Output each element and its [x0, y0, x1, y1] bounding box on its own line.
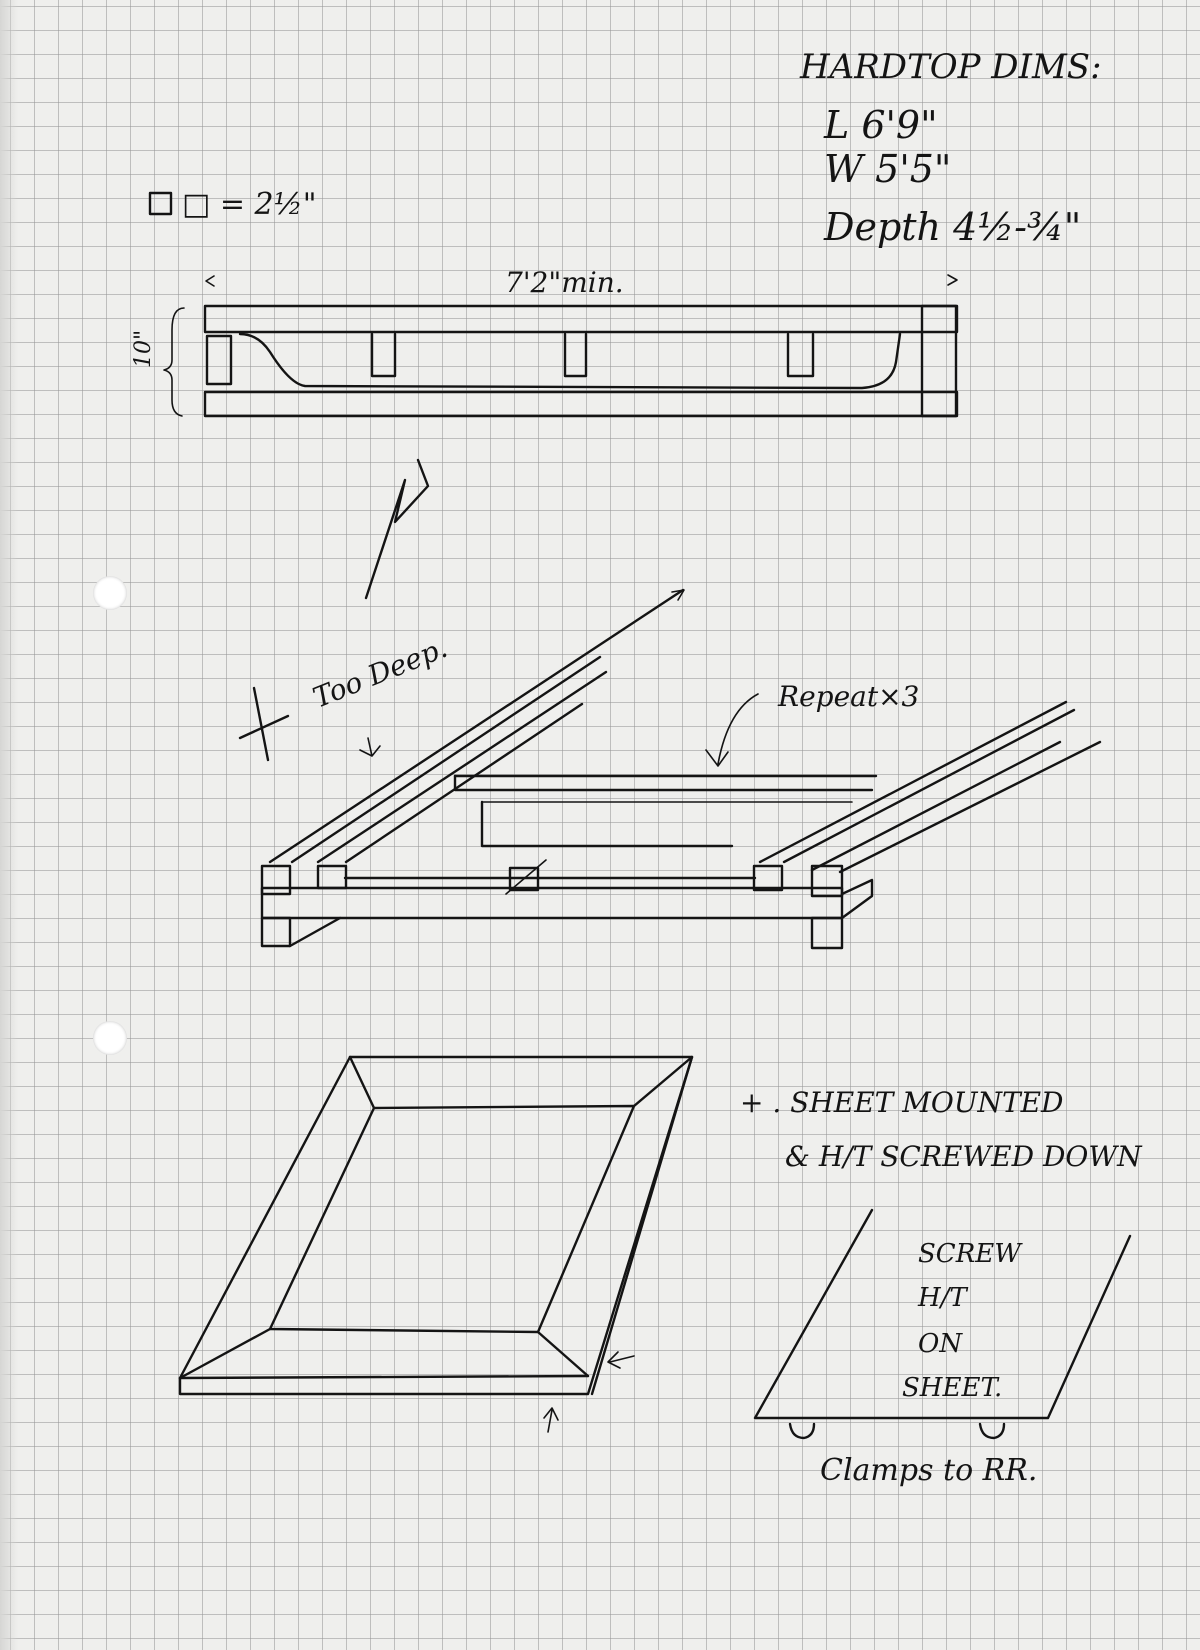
clamp-left [790, 1424, 814, 1438]
left-end-block [207, 336, 231, 384]
too-deep-arrow [360, 738, 380, 756]
screwed-down-note: & H/T SCREWED DOWN [785, 1140, 1142, 1173]
mitre-front-right [538, 1332, 588, 1376]
notes-length: L 6'9" [824, 103, 938, 147]
hardtop-frame-perspective [180, 1057, 692, 1432]
squiggle-arrow [366, 460, 428, 598]
sheet-mounting-notes [740, 1086, 1143, 1173]
cross-member-back-side [482, 802, 732, 846]
repeat-label: Repeat×3 [778, 680, 920, 713]
notes-width: W 5'5" [824, 147, 952, 191]
hardtop-dims-notes [799, 47, 1102, 249]
block-left-bottom [262, 918, 290, 946]
screw-note-line-4: SHEET. [902, 1373, 1003, 1403]
notch-1 [372, 334, 395, 376]
hardtop-right-thickness [592, 1057, 692, 1394]
hardtop-inner-opening [270, 1106, 634, 1332]
delta-mark [240, 688, 288, 760]
left-rail-line-4 [346, 704, 582, 862]
block-left-top [262, 866, 290, 894]
repeat-arrow [706, 694, 758, 766]
grid-scale-key [150, 187, 317, 222]
block-left-inner [318, 866, 346, 888]
clamp-right [980, 1424, 1004, 1438]
isometric-frame-drawing [240, 590, 1100, 948]
grid-scale-label: □ = 2½" [182, 187, 317, 222]
screw-note-line-2: H/T [918, 1283, 967, 1313]
right-end-post [922, 306, 956, 416]
grid-square-symbol [150, 193, 171, 214]
left-rail-line-3 [318, 672, 606, 862]
right-rail-line-4 [840, 742, 1100, 872]
left-rail-line-1 [270, 590, 683, 862]
bottom-rail [205, 392, 957, 416]
hardtop-front-top-edge [180, 1376, 588, 1378]
screw-note-line-1: SCREW [918, 1239, 1021, 1269]
dimension-arrow-left [206, 276, 214, 286]
right-rail-line-2 [784, 710, 1074, 862]
sheet-drawing [755, 1210, 1130, 1488]
block-right-inner [754, 866, 782, 890]
height-brace [164, 308, 184, 416]
screw-note-line-3: ON [918, 1329, 963, 1359]
curved-bow [240, 334, 900, 388]
notch-3 [788, 334, 813, 376]
notch-2 [565, 334, 586, 376]
notes-depth: Depth 4½-¾" [824, 205, 1082, 249]
left-bottom-bevel [290, 918, 340, 946]
right-rail-line-3 [812, 742, 1060, 870]
side-elevation-drawing [131, 266, 957, 416]
dimension-arrow-right [948, 275, 957, 285]
right-block-side [842, 880, 872, 918]
mitre-back-left [350, 1057, 374, 1108]
sheet-mounted-note: + . SHEET MOUNTED [740, 1086, 1064, 1119]
block-right-top [812, 866, 842, 896]
block-right-bottom [812, 918, 842, 948]
cross-member-back-top [455, 776, 872, 790]
edge-arrow-bottom [544, 1408, 558, 1432]
clamps-note: Clamps to RR. [820, 1453, 1038, 1488]
notes-title: HARDTOP DIMS: [800, 47, 1102, 87]
too-deep-label: Too Deep. [308, 630, 452, 715]
front-beam [262, 888, 842, 918]
top-rail [205, 306, 957, 332]
edge-arrow-right [608, 1352, 634, 1368]
overall-length-label: 7'2"min. [505, 266, 624, 299]
side-height-label: 10" [131, 329, 156, 368]
